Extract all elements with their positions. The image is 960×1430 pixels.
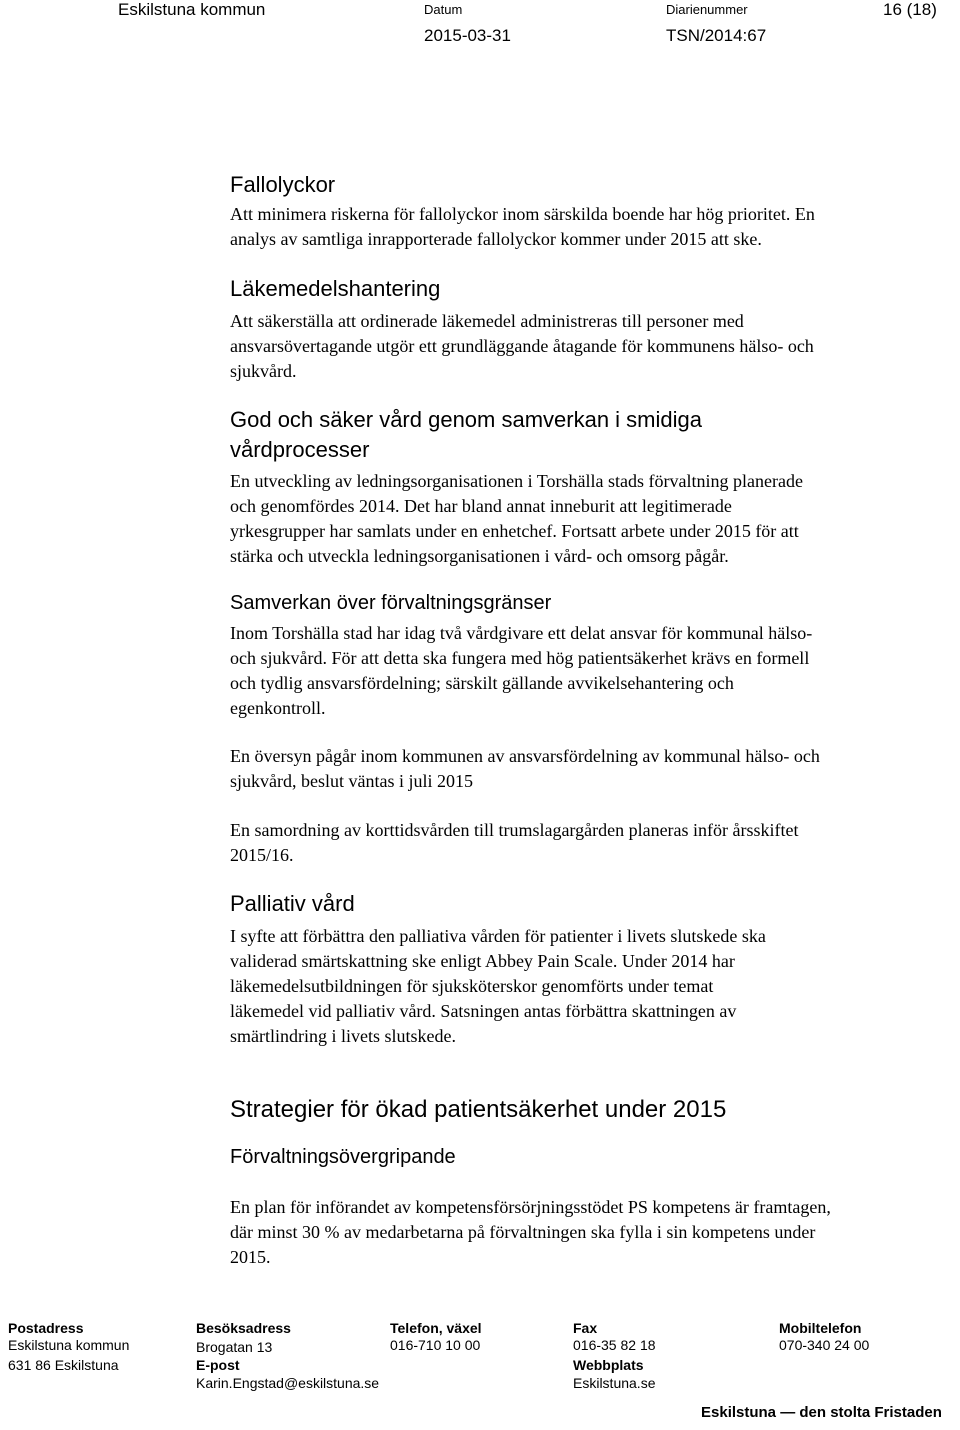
footer-telefon-value: 016-710 10 00	[390, 1337, 481, 1353]
subheading-forvaltningsovergripande: Förvaltningsövergripande	[230, 1146, 456, 1168]
paragraph-line: 2015.	[230, 1247, 271, 1267]
paragraph-line: stärka och utveckla ledningsorganisationen i vård- och omsorg pågår.	[230, 546, 729, 566]
header-diary-label: Diarienummer	[666, 2, 748, 17]
footer-webb-value: Eskilstuna.se	[573, 1375, 656, 1391]
paragraph-line: analys av samtliga inrapporterade fallolyckor kommer under 2015 att ske.	[230, 229, 762, 249]
header-date-value: 2015-03-31	[424, 26, 511, 45]
footer-epost-label: E-post	[196, 1357, 240, 1373]
heading-god-och-saker-vard-line2: vårdprocesser	[230, 437, 370, 462]
paragraph-line: smärtlindring i livets slutskede.	[230, 1026, 456, 1046]
heading-samverkan: Samverkan över förvaltningsgränser	[230, 592, 552, 614]
paragraph-line: En plan för införandet av kompetensförsörjningsstödet PS kompetens är framtagen,	[230, 1197, 831, 1217]
paragraph-line: Att säkerställa att ordinerade läkemedel administreras till personer med	[230, 311, 744, 331]
footer-postadress-line1: Eskilstuna kommun	[8, 1337, 130, 1353]
paragraph-line: egenkontroll.	[230, 698, 326, 718]
heading-strategier: Strategier för ökad patientsäkerhet under 2015	[230, 1096, 727, 1123]
footer-besok-value: Brogatan 13	[196, 1339, 273, 1355]
heading-palliativ-vard: Palliativ vård	[230, 891, 355, 916]
paragraph-line: yrkesgrupper har samlats under en enhetchef. Fortsatt arbete under 2015 för att	[230, 521, 799, 541]
header-diary-value: TSN/2014:67	[666, 26, 767, 45]
paragraph-line: 2015/16.	[230, 845, 294, 865]
footer-mobil-label: Mobiltelefon	[779, 1320, 862, 1336]
paragraph-line: ansvarsövertagande utgör ett grundläggande åtagande för kommunens hälso- och	[230, 336, 814, 356]
footer-mobil-value: 070-340 24 00	[779, 1337, 870, 1353]
footer-epost-value: Karin.Engstad@eskilstuna.se	[196, 1375, 380, 1391]
paragraph-line: där minst 30 % av medarbetarna på förvaltningen ska fylla i sin kompetens under	[230, 1222, 816, 1242]
paragraph-line: och genomfördes 2014. Det har bland annat inneburit att legitimerade	[230, 496, 732, 516]
paragraph-line: validerad smärtskattning ske enligt Abbey Pain Scale. Under 2014 har	[230, 951, 735, 971]
header-org: Eskilstuna kommun	[118, 0, 266, 19]
header-date-label: Datum	[424, 2, 463, 17]
footer-slogan: Eskilstuna — den stolta Fristaden	[701, 1404, 942, 1421]
header-page-number: 16 (18)	[883, 0, 937, 19]
footer-postadress-line2: 631 86 Eskilstuna	[8, 1357, 119, 1373]
paragraph-line: En samordning av korttidsvården till trumslagargården planeras inför årsskiftet	[230, 820, 799, 840]
heading-fallolyckor: Fallolyckor	[230, 172, 336, 197]
heading-god-och-saker-vard: God och säker vård genom samverkan i smidiga	[230, 407, 702, 432]
footer-fax-value: 016-35 82 18	[573, 1337, 656, 1353]
paragraph-line: läkemedelsutbildningen för sjuksköterskor genomförts under temat	[230, 976, 714, 996]
paragraph-line: Inom Torshälla stad har idag två vårdgivare ett delat ansvar för kommunal hälso-	[230, 623, 813, 643]
footer-webb-label: Webbplats	[573, 1357, 644, 1373]
footer-fax-label: Fax	[573, 1320, 598, 1336]
paragraph-line: och tydlig ansvarsfördelning; särskilt gällande avvikelsehantering och	[230, 673, 734, 693]
heading-lakemedelshantering: Läkemedelshantering	[230, 276, 441, 301]
paragraph-line: En utveckling av ledningsorganisationen i Torshälla stads förvaltning planerade	[230, 471, 803, 491]
paragraph-line: sjukvård, beslut väntas i juli 2015	[230, 771, 473, 791]
footer-besok-label: Besöksadress	[196, 1320, 291, 1336]
paragraph-line: En översyn pågår inom kommunen av ansvarsfördelning av kommunal hälso- och	[230, 746, 820, 766]
footer-postadress-label: Postadress	[8, 1320, 84, 1336]
paragraph-line: sjukvård.	[230, 361, 297, 381]
paragraph-line: läkemedel vid palliativ vård. Satsningen antas förbättra skattningen av	[230, 1001, 737, 1021]
paragraph-line: I syfte att förbättra den palliativa vården för patienter i livets slutskede ska	[230, 926, 766, 946]
paragraph-line: och sjukvård. För att detta ska fungera med hög patientsäkerhet krävs en formell	[230, 648, 810, 668]
footer-telefon-label: Telefon, växel	[390, 1320, 482, 1336]
paragraph-line: Att minimera riskerna för fallolyckor inom särskilda boende har hög prioritet. En	[230, 204, 815, 224]
